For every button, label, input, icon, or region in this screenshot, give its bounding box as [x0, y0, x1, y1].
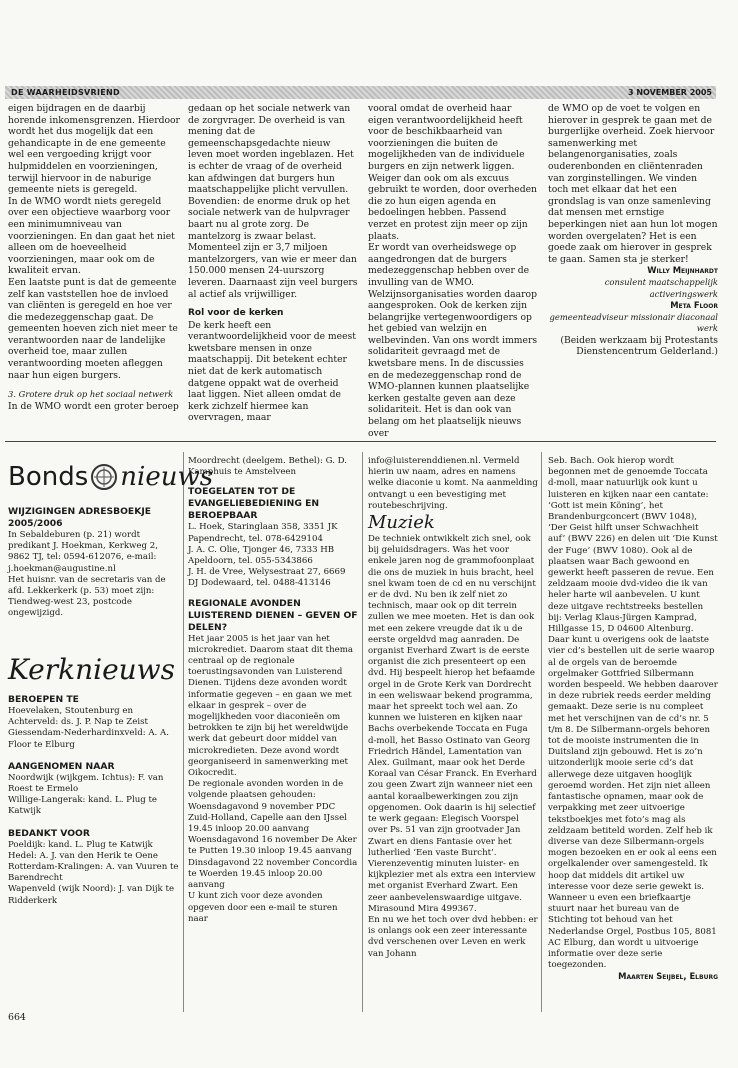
author-signature: Maarten Seijbel, Elburg — [618, 971, 718, 982]
column-divider — [541, 452, 542, 1012]
bonds-title-part: nieuws — [120, 462, 214, 492]
article-column-3 — [368, 103, 538, 439]
paragraph: Een laatste punt is dat de gemeente zelf kan vaststellen hoe de invloed van cliënten is geregeld en hoe ver die medezeggenschap gaat. De gemeenten hoeven zich niet meer te verantwoorden naar de landelijke overheid toe, maar zullen verantwoording moeten afleggen naar hun eigen burgers. — [8, 276, 178, 381]
author-signature: Willy Meijnhardt — [647, 265, 718, 276]
kerknieuws-content — [8, 694, 180, 907]
paragraph: Daar kunt u overigens ook de laatste vier cd’s bestellen uit de serie waarop al de orgels van de beroemde orgelmaker Gottfried Silbermann worden bespeeld. We hebben daarover in deze rubriek reeds eerder melding gemaakt. Deze serie is nu compleet met het verschijnen van de cd’s nr. 5 t/m 8. De Silbermann-orgels behoren tot de mooiste instrumenten die in Duitsland zijn gebouwd. Het is zo’n uitzonderlijk mooie serie cd’s dat allerwege deze uitgaven hooglijk geroemd worden. Het zijn niet alleen fantastische opnamen, maar ook de verpakking met zeer uitvoerige tekstboekjes met foto’s mag als zeldzaam betiteld worden. Zelf heb ik diverse van deze Silbermann-orgels mogen bezoeken en er ook al eens een orgelkalender over samengesteld. Ik hoop dat middels dit artikel uw interesse voor deze serie gewekt is. Wanneer u even een briefkaartje stuurt naar het bureau van de Stichting tot behoud van het Nederlandse Orgel, Postbus 105, 8081 AC Elburg, dan wordt u uitvoerige informatie over deze serie toegezonden. — [548, 635, 718, 971]
bonds-emblem-icon — [90, 463, 118, 491]
paragraph: Dinsdagavond 22 november Concordia te Woerden 19.45 inloop 20.00 aanvang — [188, 857, 358, 891]
paragraph: Woensdagavond 16 november De Aker te Putten 19.30 inloop 19.45 aanvang — [188, 835, 357, 857]
page-number: 664 — [8, 1012, 26, 1023]
paragraph: Noordwijk (wijkgem. Ichtus): F. van Roest te Ermelo — [8, 772, 164, 795]
bondsnieuws-title — [8, 462, 213, 492]
paragraph: In de WMO wordt een groter beroep — [8, 400, 179, 412]
article-column-2 — [188, 103, 358, 424]
muziek-title: Muziek — [368, 512, 435, 534]
paragraph: Willige-Langerak: kand. L. Plug te Katwijk — [8, 795, 158, 817]
section-heading: REGIONALE AVONDEN LUISTEREND DIENEN – GEVEN OF DELEN? — [188, 597, 358, 633]
news-column-3 — [368, 456, 538, 960]
paragraph: In de WMO wordt niets geregeld over een objectieve waarborg voor een minimumniveau van voorzieningen. En dan gaat het niet alleen om de hoeveelheid voorzieningen, maar ook om de kwaliteit ervan. — [8, 195, 175, 277]
news-column-4 — [548, 456, 718, 983]
paragraph: Seb. Bach. Ook hierop wordt begonnen met de genoemde Toccata d-moll, maar natuurlijk ook kunt u luisteren en kijken naar een cantate: ‘Gott ist mein Köning’, het Brandenburgconcert (BWV 1048), ‘Der Geist hilft unser Schwachheit auf’ (BWV 226) en delen uit ‘Die Kunst der Fuge’ (BWV 1080). Ook al de plaatsen waar Bach gewoond en gewerkt heeft passeren de revue. Een zeldzaam mooie dvd-video die ik van heler harte wil aanbevelen. U kunt deze uitgave rechtstreeks bestellen bij: Verlag Klaus-Jürgen Kamprad, Hillgasse 15, D 04600 Altenburg. — [548, 456, 718, 635]
section-heading: Rol voor de kerken — [188, 308, 284, 319]
paragraph: Giessendam-Nederhardinxveld: A. A. Floor te Elburg — [8, 728, 169, 750]
section-heading: BEROEPEN TE — [8, 694, 79, 705]
paragraph: gedaan op het sociale netwerk van de zorgvrager. De overheid is van mening dat de gemeenschapsgedachte nieuw leven moet worden ingeblazen. Het is echter de vraag of de overheid kan afdwingen dat burgers hun maatschappelijke plicht vervullen. Bovendien: de enorme druk op het sociale netwerk van de hulpvrager baart nu al grote zorg. De mantelzorg is zwaar belast. Momenteel zijn er 3,7 miljoen mantelzorgers, van wie er meer dan 150.000 mensen 24-uurszorg leveren. Daarnaast zijn veel burgers al actief als vrijwilliger. — [188, 103, 358, 300]
paragraph: Woensdagavond 9 november PDC Zuid-Holland, Capelle aan den IJssel 19.45 inloop 20.00 aanvang — [188, 801, 347, 835]
paragraph: J. H. de Vree, Welysestraat 27, 6669 DJ Dodewaard, tel. 0488-413146 — [188, 567, 346, 589]
section-heading: TOEGELATEN TOT DE EVANGELIEBEDIENING EN BEROEPBAAR — [188, 486, 320, 522]
paragraph: In Sebaldeburen (p. 21) wordt predikant J. Hoekman, Kerkweg 2, 9862 TJ, tel: 0594-612076, e-mail: j.hoekman@augustine.nl — [8, 530, 158, 574]
section-heading: WIJZIGINGEN ADRESBOEKJE 2005/2006 — [8, 506, 152, 529]
paragraph: Wapenveld (wijk Noord): J. van Dijk te Ridderkerk — [8, 884, 175, 906]
author-note: (Beiden werkzaam bij Protestants Dienstencentrum Gelderland.) — [560, 334, 718, 358]
paragraph: J. A. C. Olie, Tjonger 46, 7333 HB Apeldoorn, tel. 055-5343866 — [188, 544, 335, 567]
column-divider — [362, 452, 363, 1012]
section-divider — [5, 441, 716, 442]
paragraph: De regionale avonden worden in de volgende plaatsen gehouden: — [188, 779, 344, 801]
publication-name: DE WAARHEIDSVRIEND — [11, 88, 120, 97]
author-role: consulent maatschappelijk activeringswerk — [604, 276, 718, 299]
page-header — [5, 86, 716, 99]
author-signature: Meta Floor — [670, 300, 718, 311]
paragraph: Moordrecht (deelgem. Bethel): G. D. Kamphuis te Amstelveen — [188, 456, 347, 478]
paragraph: De kerk heeft een verantwoordelijkheid voor de meest kwetsbare mensen in onze maatschappij. Dit betekent echter niet dat de kerk automatisch datgene oppakt wat de overheid laat liggen. Niet alleen omdat de kerk zichzelf hiermee kan overvragen, maar — [188, 319, 356, 424]
paragraph: L. Hoek, Staringlaan 358, 3351 JK Papendrecht, tel. 078-6429104 — [188, 522, 338, 544]
paragraph: Hoevelaken, Stoutenburg en Achterveld: ds. J. P. Nap te Zeist — [8, 706, 148, 728]
bondsnieuws-content — [8, 506, 180, 620]
paragraph: vooral omdat de overheid haar eigen verantwoordelijkheid heeft voor de beschikbaarheid van voorzieningen die buiten de mogelijkheden van de individuele burgers en zijn netwerk liggen. Weiger dan ook om als excuus gebruikt te worden, door overheden die zo hun eigen agenda en bedoelingen hebben. Passend verzet en protest zijn meer op zijn plaats. — [368, 103, 537, 242]
bonds-title-part: Bonds — [8, 462, 89, 492]
paragraph: Hedel: A. J. van den Herik te Oene — [8, 850, 158, 861]
column-divider — [183, 452, 184, 1012]
paragraph: Rotterdam-Kralingen: A. van Vuuren te Barendrecht — [8, 862, 179, 884]
author-role: gemeenteadviseur missionair diaconaal werk — [549, 311, 718, 334]
section-caption: 3. Grotere druk op het sociaal netwerk — [8, 389, 174, 400]
issue-date: 3 NOVEMBER 2005 — [627, 88, 712, 97]
paragraph: Poeldijk: kand. L. Plug te Katwijk — [8, 839, 153, 850]
paragraph: Het jaar 2005 is het jaar van het microkrediet. Daarom staat dit thema centraal op de regionale toerustingsavonden van Luisterend Dienen. Tijdens deze avonden wordt informatie gegeven – en gaan we met elkaar in gesprek – over de mogelijkheden voor diaconieën om betrokken te zijn bij het wereldwijde werk dat gebeurt door middel van microkredieten. Deze avond wordt georganiseerd in samenwerking met Oikocredit. — [188, 633, 354, 779]
section-heading: BEDANKT VOOR — [8, 827, 90, 839]
article-column-4 — [548, 103, 718, 358]
paragraph: De techniek ontwikkelt zich snel, ook bij geluidsdragers. Was het voor enkele jaren nog de grammofoonplaat die ons de muziek in huis bracht, heel snel kwam toen de cd en nu verschijnt er de dvd. Nu ben ik zelf niet zo technisch, maar ook op dit terrein zullen we mee moeten. Het is dan ook met een zekere vreugde dat ik u de eerste orgeldvd mag aanraden. De organist Everhard Zwart is de eerste organist die zich presenteert op een dvd. Hij bespeelt hierop het befaamde orgel in de Grote Kerk van Dordrecht in een weliswaar bekend programma, maar het spreekt toch wel aan. Zo kunnen we luisteren en kijken naar Bachs overbekende Toccata en Fuga d-moll, het Basso Ostinato van Georg Friedrich Händel, Lamentation van Alex. Guilmant, maar ook het Derde Koraal van César Franck. En Everhard zou geen Zwart zijn wanneer niet een aantal koraalbewerkingen zou zijn opgenomen. Ook daarin is hij selectief te werk gegaan: Elegisch Voorspel over Ps. 51 van zijn grootvader Jan Zwart en diens Fantasie over het lutherlied ‘Een vaste Burcht’. Vierenzeventig minuten luister- en kijkplezier met als extra een interview met organist Everhard Zwart. Een zeer aanbevelenswaardige uitgave. Mirasound Mira 499367. — [368, 534, 537, 914]
paragraph: Er wordt van overheidswege op aangedrongen dat de burgers medezeggenschap hebben over de invulling van de WMO. Welzijnsorganisaties worden daarop aangesproken. Ook de kerken zijn belangrijke vertegenwoordigers op het gebied van welzijn en welbevinden. Van ons wordt immers solidariteit gevraagd met de kwetsbare mens. In de discussies en de medezeggenschap rond de WMO-plannen kunnen plaatselijke kerken gestalte geven aan deze solidariteit. Het is dan ook van belang om het plaatselijk nieuws over — [368, 242, 538, 439]
section-heading: AANGENOMEN NAAR — [8, 760, 115, 772]
news-column-2 — [188, 456, 358, 925]
paragraph: de WMO op de voet te volgen en hierover in gesprek te gaan met de burgerlijke overheid. Zoek hiervoor samenwerking met belangenorganisaties, zoals ouderenbonden en cliëntenraden van zorginstellingen. We vinden toch met elkaar dat het een grondslag is van onze samenleving dat mensen met ernstige beperkingen niet aan hun lot mogen worden overgelaten? Het is een goede zaak om hierover in gesprek te gaan. Samen sta je sterker! — [548, 103, 718, 265]
paragraph: eigen bijdragen en de daarbij horende inkomensgrenzen. Hierdoor wordt het dus mogelijk dat een gehandicapte in de ene gemeente wel een vergoeding krijgt voor hulpmiddelen en voorzieningen, terwijl hiervoor in de naburige gemeente niets is geregeld. — [8, 103, 180, 196]
article-column-1 — [8, 103, 183, 412]
paragraph: info@luisterenddienen.nl. Vermeld hierin uw naam, adres en namens welke diaconie u komt. Na aanmelding ontvangt u een bevestiging met routebeschrijving. — [368, 456, 538, 511]
paragraph: U kunt zich voor deze avonden opgeven door een e-mail te sturen naar — [188, 891, 338, 924]
kerknieuws-title: Kerknieuws — [8, 653, 176, 686]
paragraph: Het huisnr. van de secretaris van de afd. Lekkerkerk (p. 53) moet zijn: Tiendweg-west 23, postcode ongewijzigd. — [8, 574, 166, 619]
paragraph: En nu we het toch over dvd hebben: er is onlangs ook een zeer interessante dvd verschenen over Leven en werk van Johann — [368, 914, 538, 959]
